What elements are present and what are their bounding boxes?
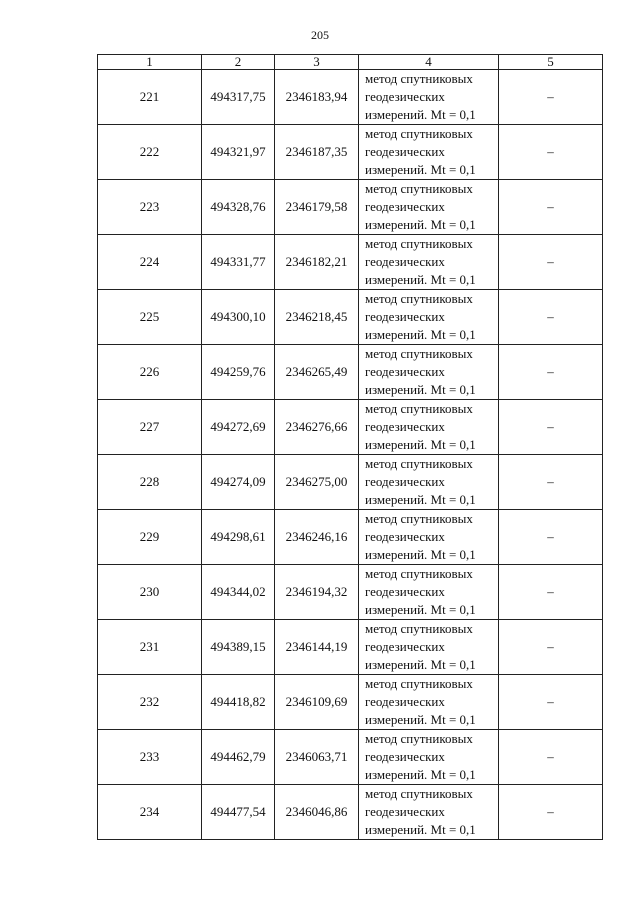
page-number: 205	[311, 28, 329, 42]
point-number: 228	[98, 455, 202, 510]
header-col-1: 1	[98, 55, 202, 70]
coordinate-x: 494462,79	[202, 730, 275, 785]
coordinate-y: 2346246,16	[275, 510, 359, 565]
coordinate-x: 494259,76	[202, 345, 275, 400]
method-line: измерений. Mt = 0,1	[365, 767, 476, 782]
method-cell	[359, 675, 499, 730]
method-line: измерений. Mt = 0,1	[365, 547, 476, 562]
coordinate-y: 2346144,19	[275, 620, 359, 675]
table-row	[98, 345, 603, 400]
method-line: измерений. Mt = 0,1	[365, 657, 476, 672]
table-row	[98, 125, 603, 180]
point-number: 229	[98, 510, 202, 565]
method-line: геодезических	[365, 144, 445, 159]
method-cell	[359, 290, 499, 345]
method-line: геодезических	[365, 364, 445, 379]
method-cell	[359, 70, 499, 125]
table-row	[98, 785, 603, 840]
method-cell	[359, 345, 499, 400]
method-line: геодезических	[365, 89, 445, 104]
coordinate-x: 494300,10	[202, 290, 275, 345]
coordinate-y: 2346183,94	[275, 70, 359, 125]
table-row	[98, 510, 603, 565]
table-header	[98, 55, 603, 70]
method-line: измерений. Mt = 0,1	[365, 217, 476, 232]
method-line: геодезических	[365, 694, 445, 709]
method-line: метод спутниковых	[365, 346, 473, 361]
method-line: измерений. Mt = 0,1	[365, 327, 476, 342]
header-row	[98, 55, 603, 70]
coordinate-y: 2346063,71	[275, 730, 359, 785]
point-number: 234	[98, 785, 202, 840]
method-line: геодезических	[365, 254, 445, 269]
method-line: измерений. Mt = 0,1	[365, 107, 476, 122]
table-row	[98, 565, 603, 620]
coordinate-y: 2346046,86	[275, 785, 359, 840]
point-number: 222	[98, 125, 202, 180]
note-dash: –	[499, 70, 603, 125]
coordinate-y: 2346276,66	[275, 400, 359, 455]
table-row	[98, 235, 603, 290]
point-number: 230	[98, 565, 202, 620]
method-line: геодезических	[365, 529, 445, 544]
coordinate-x: 494317,75	[202, 70, 275, 125]
table-row	[98, 730, 603, 785]
note-dash: –	[499, 125, 603, 180]
method-line: геодезических	[365, 419, 445, 434]
method-line: геодезических	[365, 749, 445, 764]
method-cell	[359, 510, 499, 565]
note-dash: –	[499, 785, 603, 840]
coordinate-x: 494272,69	[202, 400, 275, 455]
table-body	[98, 70, 603, 840]
method-cell	[359, 730, 499, 785]
method-line: метод спутниковых	[365, 126, 473, 141]
header-col-2: 2	[202, 55, 275, 70]
coordinate-y: 2346109,69	[275, 675, 359, 730]
note-dash: –	[499, 730, 603, 785]
coordinate-x: 494274,09	[202, 455, 275, 510]
point-number: 233	[98, 730, 202, 785]
method-cell	[359, 180, 499, 235]
coordinate-x: 494477,54	[202, 785, 275, 840]
method-line: метод спутниковых	[365, 401, 473, 416]
note-dash: –	[499, 290, 603, 345]
table-row	[98, 180, 603, 235]
method-line: геодезических	[365, 474, 445, 489]
coordinate-y: 2346182,21	[275, 235, 359, 290]
method-cell	[359, 455, 499, 510]
note-dash: –	[499, 400, 603, 455]
coordinate-x: 494298,61	[202, 510, 275, 565]
method-line: измерений. Mt = 0,1	[365, 492, 476, 507]
note-dash: –	[499, 565, 603, 620]
method-line: измерений. Mt = 0,1	[365, 712, 476, 727]
coordinate-y: 2346275,00	[275, 455, 359, 510]
coordinate-y: 2346187,35	[275, 125, 359, 180]
method-line: измерений. Mt = 0,1	[365, 162, 476, 177]
table-row	[98, 675, 603, 730]
coordinates-table	[97, 54, 603, 840]
method-cell	[359, 125, 499, 180]
method-line: геодезических	[365, 804, 445, 819]
method-line: метод спутниковых	[365, 236, 473, 251]
method-line: метод спутниковых	[365, 71, 473, 86]
method-cell	[359, 400, 499, 455]
method-line: метод спутниковых	[365, 731, 473, 746]
method-line: измерений. Mt = 0,1	[365, 602, 476, 617]
method-line: метод спутниковых	[365, 676, 473, 691]
coordinate-x: 494321,97	[202, 125, 275, 180]
method-line: метод спутниковых	[365, 566, 473, 581]
coordinate-y: 2346265,49	[275, 345, 359, 400]
note-dash: –	[499, 345, 603, 400]
point-number: 225	[98, 290, 202, 345]
note-dash: –	[499, 235, 603, 290]
method-line: метод спутниковых	[365, 456, 473, 471]
method-line: геодезических	[365, 199, 445, 214]
coordinate-x: 494418,82	[202, 675, 275, 730]
method-line: метод спутниковых	[365, 621, 473, 636]
method-line: измерений. Mt = 0,1	[365, 272, 476, 287]
method-line: измерений. Mt = 0,1	[365, 437, 476, 452]
method-cell	[359, 565, 499, 620]
header-col-5: 5	[499, 55, 603, 70]
point-number: 224	[98, 235, 202, 290]
coordinate-y: 2346194,32	[275, 565, 359, 620]
method-line: измерений. Mt = 0,1	[365, 822, 476, 837]
point-number: 232	[98, 675, 202, 730]
method-cell	[359, 785, 499, 840]
method-line: геодезических	[365, 309, 445, 324]
method-line: метод спутниковых	[365, 181, 473, 196]
point-number: 226	[98, 345, 202, 400]
point-number: 221	[98, 70, 202, 125]
point-number: 223	[98, 180, 202, 235]
coordinate-y: 2346218,45	[275, 290, 359, 345]
header-col-3: 3	[275, 55, 359, 70]
coordinate-x: 494389,15	[202, 620, 275, 675]
coordinate-x: 494328,76	[202, 180, 275, 235]
coordinate-x: 494344,02	[202, 565, 275, 620]
table-row	[98, 620, 603, 675]
method-line: геодезических	[365, 584, 445, 599]
table-row	[98, 290, 603, 345]
note-dash: –	[499, 675, 603, 730]
method-line: метод спутниковых	[365, 786, 473, 801]
method-line: геодезических	[365, 639, 445, 654]
method-line: метод спутниковых	[365, 291, 473, 306]
table-row	[98, 400, 603, 455]
coordinate-x: 494331,77	[202, 235, 275, 290]
note-dash: –	[499, 620, 603, 675]
header-col-4: 4	[359, 55, 499, 70]
coordinate-y: 2346179,58	[275, 180, 359, 235]
table-row	[98, 455, 603, 510]
method-line: измерений. Mt = 0,1	[365, 382, 476, 397]
method-cell	[359, 235, 499, 290]
method-line: метод спутниковых	[365, 511, 473, 526]
note-dash: –	[499, 455, 603, 510]
table-row	[98, 70, 603, 125]
note-dash: –	[499, 510, 603, 565]
point-number: 231	[98, 620, 202, 675]
note-dash: –	[499, 180, 603, 235]
method-cell	[359, 620, 499, 675]
point-number: 227	[98, 400, 202, 455]
